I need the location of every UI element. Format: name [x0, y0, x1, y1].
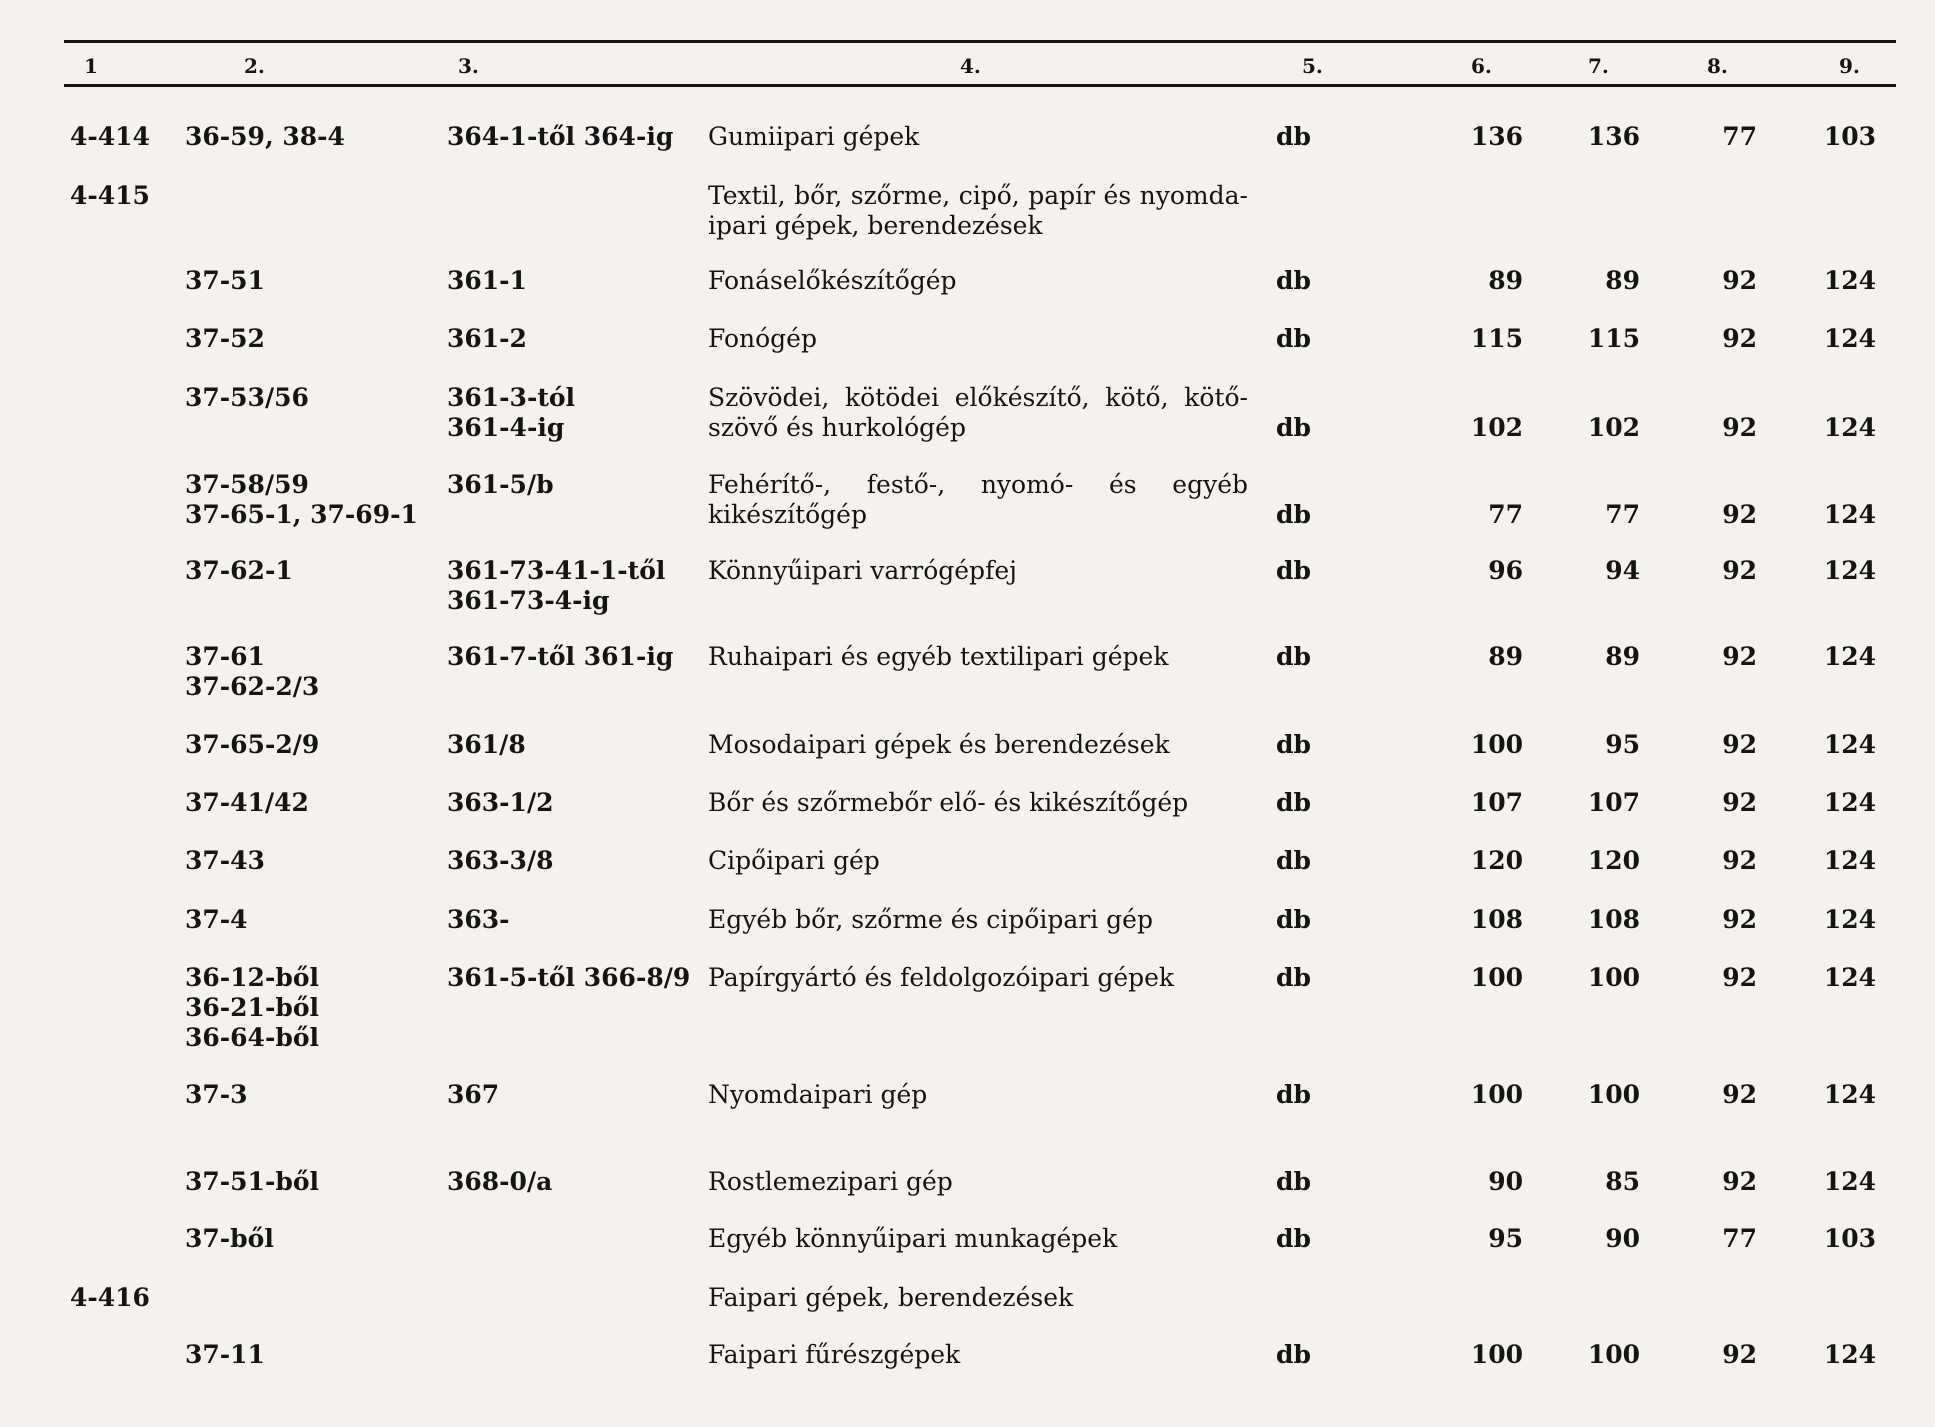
code-col3: [447, 266, 527, 296]
item-description-line: Textil, bőr, szőrme, cipő, papír és nyomda-: [708, 181, 1248, 210]
code-col3: [447, 788, 553, 818]
code-col2: [185, 122, 345, 152]
value-col6: 90: [1488, 1167, 1523, 1196]
group-code: 4-415: [70, 181, 150, 210]
value-col6: 100: [1470, 730, 1523, 759]
unit: db: [1276, 500, 1311, 529]
code-col3: [447, 470, 554, 500]
code-col3: [447, 1080, 499, 1110]
code-col3: [447, 383, 575, 443]
item-description: [708, 1224, 1248, 1254]
column-header-5: 5.: [1302, 54, 1323, 78]
code-col3: [447, 324, 527, 354]
value-col6: 100: [1470, 1340, 1523, 1369]
code-col3-line: 363-: [447, 905, 510, 934]
unit: db: [1276, 1224, 1311, 1253]
code-col2: [185, 642, 319, 702]
item-description: [708, 1340, 1248, 1370]
item-description-line: szövő és hurkológép: [708, 413, 966, 442]
column-header-4: 4.: [960, 54, 981, 78]
value-col7: 120: [1587, 846, 1640, 875]
value-col7: 100: [1587, 963, 1640, 992]
code-col3-line: 367: [447, 1080, 500, 1109]
code-col2-line: 36-59, 38-4: [185, 122, 345, 151]
value-col6: 136: [1470, 122, 1523, 151]
value-col6: 115: [1470, 324, 1523, 353]
value-col8: 92: [1722, 730, 1757, 759]
item-description-line: Fonógép: [708, 324, 817, 353]
value-col9: 124: [1823, 1080, 1876, 1109]
code-col2-line: 37-41/42: [185, 788, 309, 817]
code-col2-line: 37-3: [185, 1080, 248, 1109]
code-col3: [447, 963, 690, 993]
code-col2-line: 37-65-2/9: [185, 730, 320, 759]
code-col3: [447, 730, 526, 760]
value-col7: 102: [1587, 413, 1640, 442]
code-col2-line: 36-64-ből: [185, 1023, 319, 1052]
item-description-line: Papírgyártó és feldolgozóipari gépek: [708, 963, 1175, 992]
code-col2-line: 37-53/56: [185, 383, 309, 412]
code-col3-line: 361-7-től 361-ig: [447, 642, 674, 671]
item-description: [708, 122, 1248, 152]
table-top-rule: [64, 40, 1896, 43]
unit: db: [1276, 1340, 1311, 1369]
item-description: [708, 1167, 1248, 1197]
unit: db: [1276, 266, 1311, 295]
code-col2-line: 37-ből: [185, 1224, 274, 1253]
value-col7: 89: [1605, 642, 1640, 671]
value-col8: 92: [1722, 788, 1757, 817]
code-col3-line: 361-1: [447, 266, 527, 295]
value-col9: 124: [1823, 500, 1876, 529]
column-header-1: 1: [84, 54, 98, 78]
code-col2: [185, 788, 309, 818]
column-header-8: 8.: [1707, 54, 1728, 78]
item-description-line: Könnyűipari varrógépfej: [708, 556, 1017, 585]
value-col6: 89: [1488, 266, 1523, 295]
value-col7: 100: [1587, 1340, 1640, 1369]
code-col3: [447, 556, 665, 616]
value-col6: 108: [1470, 905, 1523, 934]
value-col8: 77: [1722, 122, 1757, 151]
code-col2-line: 37-51-ből: [185, 1167, 319, 1196]
value-col6: 120: [1470, 846, 1523, 875]
code-col3: [447, 846, 553, 876]
group-code: 4-414: [70, 122, 150, 151]
code-col2: [185, 963, 319, 1053]
group-code: 4-416: [70, 1283, 150, 1312]
item-description: [708, 181, 1248, 241]
unit: db: [1276, 730, 1311, 759]
code-col3-line: 368-0/a: [447, 1167, 553, 1196]
item-description-line: Mosodaipari gépek és berendezések: [708, 730, 1170, 759]
value-col6: 96: [1488, 556, 1523, 585]
value-col9: 124: [1823, 788, 1876, 817]
value-col9: 124: [1823, 730, 1876, 759]
code-col2-line: 37-58/59: [185, 470, 309, 499]
value-col9: 124: [1823, 963, 1876, 992]
value-col9: 103: [1823, 1224, 1876, 1253]
header-bottom-rule: [64, 84, 1896, 87]
value-col9: 124: [1823, 1340, 1876, 1369]
code-col2: [185, 1167, 319, 1197]
value-col6: 100: [1470, 1080, 1523, 1109]
code-col2-line: 37-11: [185, 1340, 265, 1369]
item-description-line: Fehérítő-, festő-, nyomó- és egyéb: [708, 470, 1248, 499]
value-col9: 124: [1823, 324, 1876, 353]
value-col7: 89: [1605, 266, 1640, 295]
item-description-line: Rostlemezipari gép: [708, 1167, 953, 1196]
code-col3-line: 363-3/8: [447, 846, 554, 875]
unit: db: [1276, 1080, 1311, 1109]
code-col2: [185, 1080, 248, 1110]
value-col9: 124: [1823, 642, 1876, 671]
code-col2: [185, 470, 418, 530]
value-col9: 124: [1823, 905, 1876, 934]
code-col2: [185, 1224, 274, 1254]
value-col6: 102: [1470, 413, 1523, 442]
code-col2: [185, 266, 265, 296]
item-description-line: Faipari gépek, berendezések: [708, 1283, 1074, 1312]
item-description: [708, 266, 1248, 296]
unit: db: [1276, 846, 1311, 875]
value-col8: 92: [1722, 500, 1757, 529]
code-col2-line: 36-21-ből: [185, 993, 319, 1022]
value-col9: 124: [1823, 266, 1876, 295]
item-description: [708, 470, 1248, 530]
value-col6: 95: [1488, 1224, 1523, 1253]
item-description-line: Egyéb könnyűipari munkagépek: [708, 1224, 1118, 1253]
value-col8: 92: [1722, 846, 1757, 875]
code-col2-line: 36-12-ből: [185, 963, 319, 992]
column-header-6: 6.: [1471, 54, 1492, 78]
item-description-line: Fonáselőkészítőgép: [708, 266, 957, 295]
value-col6: 89: [1488, 642, 1523, 671]
code-col2-line: 37-62-1: [185, 556, 293, 585]
unit: db: [1276, 905, 1311, 934]
value-col8: 92: [1722, 642, 1757, 671]
value-col9: 124: [1823, 1167, 1876, 1196]
code-col2: [185, 556, 293, 586]
code-col3: [447, 642, 673, 672]
code-col2-line: 37-51: [185, 266, 265, 295]
value-col8: 92: [1722, 556, 1757, 585]
code-col2: [185, 905, 248, 935]
value-col6: 100: [1470, 963, 1523, 992]
code-col2-line: 37-4: [185, 905, 248, 934]
value-col7: 94: [1605, 556, 1640, 585]
value-col7: 90: [1605, 1224, 1640, 1253]
item-description: [708, 788, 1248, 818]
item-description: [708, 324, 1248, 354]
unit: db: [1276, 324, 1311, 353]
column-header-3: 3.: [458, 54, 479, 78]
unit: db: [1276, 642, 1311, 671]
value-col8: 77: [1722, 1224, 1757, 1253]
code-col3-line: 363-1/2: [447, 788, 554, 817]
item-description-line: Szövödei, kötödei előkészítő, kötő, kötő-: [708, 383, 1248, 412]
item-description-line: Bőr és szőrmebőr elő- és kikészítőgép: [708, 788, 1189, 817]
unit: db: [1276, 788, 1311, 817]
code-col3-line: 361-5/b: [447, 470, 554, 499]
value-col8: 92: [1722, 1080, 1757, 1109]
value-col8: 92: [1722, 1167, 1757, 1196]
value-col7: 85: [1605, 1167, 1640, 1196]
code-col3: [447, 1167, 552, 1197]
value-col6: 107: [1470, 788, 1523, 817]
value-col8: 92: [1722, 963, 1757, 992]
item-description-line: kikészítőgép: [708, 500, 867, 529]
value-col8: 92: [1722, 1340, 1757, 1369]
value-col8: 92: [1722, 905, 1757, 934]
item-description: [708, 730, 1248, 760]
unit: db: [1276, 122, 1311, 151]
value-col8: 92: [1722, 413, 1757, 442]
code-col2: [185, 1340, 265, 1370]
code-col3-line: 361-73-4-ig: [447, 586, 610, 615]
item-description: [708, 905, 1248, 935]
value-col7: 108: [1587, 905, 1640, 934]
item-description: [708, 642, 1248, 672]
code-col3-line: 361-3-tól: [447, 383, 576, 412]
code-col2: [185, 383, 309, 413]
item-description-line: Ruhaipari és egyéb textilipari gépek: [708, 642, 1169, 671]
code-col2: [185, 324, 265, 354]
column-header-9: 9.: [1839, 54, 1860, 78]
value-col7: 136: [1587, 122, 1640, 151]
code-col3: [447, 122, 673, 152]
value-col7: 95: [1605, 730, 1640, 759]
unit: db: [1276, 413, 1311, 442]
code-col3-line: 361-5-től 366-8/9: [447, 963, 691, 992]
value-col8: 92: [1722, 324, 1757, 353]
item-description: [708, 963, 1248, 993]
item-description-line: Cipőipari gép: [708, 846, 880, 875]
code-col2-line: 37-43: [185, 846, 265, 875]
code-col2-line: 37-61: [185, 642, 265, 671]
code-col2-line: 37-52: [185, 324, 265, 353]
item-description-line: Faipari fűrészgépek: [708, 1340, 961, 1369]
value-col7: 115: [1587, 324, 1640, 353]
value-col7: 77: [1605, 500, 1640, 529]
code-col3-line: 361/8: [447, 730, 526, 759]
code-col3-line: 361-4-ig: [447, 413, 565, 442]
column-header-7: 7.: [1588, 54, 1609, 78]
item-description: [708, 1080, 1248, 1110]
unit: db: [1276, 556, 1311, 585]
value-col6: 77: [1488, 500, 1523, 529]
code-col2-line: 37-62-2/3: [185, 672, 320, 701]
code-col3: [447, 905, 510, 935]
unit: db: [1276, 1167, 1311, 1196]
item-description-line: Egyéb bőr, szőrme és cipőipari gép: [708, 905, 1153, 934]
item-description: [708, 1283, 1248, 1313]
value-col7: 100: [1587, 1080, 1640, 1109]
column-header-2: 2.: [244, 54, 265, 78]
code-col3-line: 364-1-től 364-ig: [447, 122, 674, 151]
value-col9: 124: [1823, 846, 1876, 875]
value-col9: 124: [1823, 413, 1876, 442]
code-col2: [185, 730, 319, 760]
code-col3-line: 361-2: [447, 324, 527, 353]
code-col2-line: 37-65-1, 37-69-1: [185, 500, 418, 529]
item-description-line: Nyomdaipari gép: [708, 1080, 928, 1109]
value-col8: 92: [1722, 266, 1757, 295]
value-col9: 103: [1823, 122, 1876, 151]
item-description: [708, 846, 1248, 876]
value-col7: 107: [1587, 788, 1640, 817]
code-col3-line: 361-73-41-1-től: [447, 556, 666, 585]
code-col2: [185, 846, 265, 876]
item-description: [708, 383, 1248, 443]
item-description-line: Gumiipari gépek: [708, 122, 920, 151]
item-description-line: ipari gépek, berendezések: [708, 211, 1043, 240]
unit: db: [1276, 963, 1311, 992]
value-col9: 124: [1823, 556, 1876, 585]
item-description: [708, 556, 1248, 586]
